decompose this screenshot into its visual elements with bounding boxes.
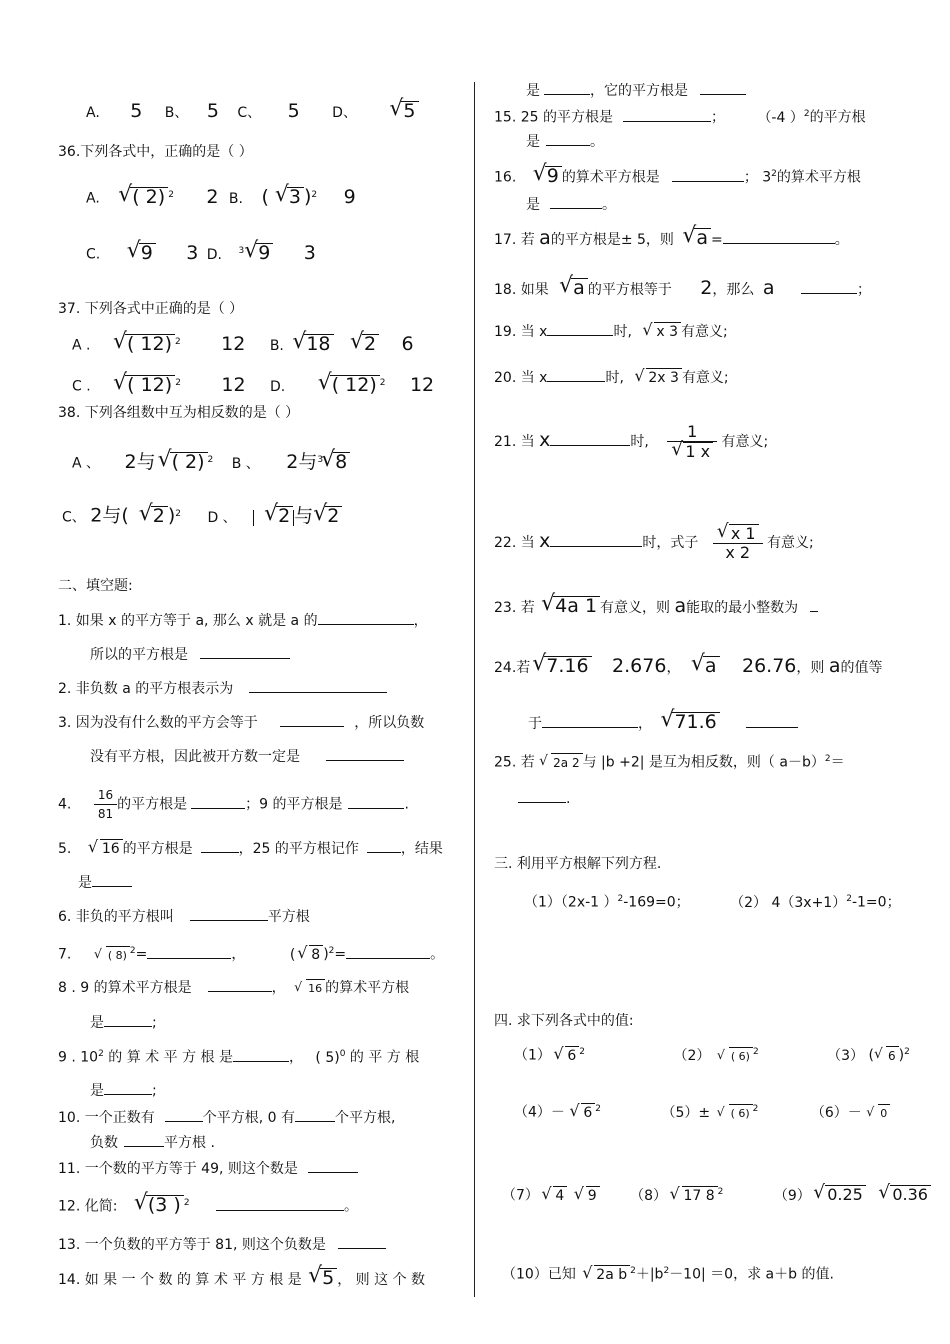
fill-4-blank1[interactable]: [191, 794, 245, 809]
fill-21-var: x: [539, 429, 551, 451]
q35-options: [86, 101, 419, 122]
q37-row2: C . √ ( 12) $^2$ 12 D. √ ( 12) $^2$ 12: [72, 374, 434, 396]
q38-b-label: B 、: [231, 455, 260, 472]
fill-17-end: 。: [834, 232, 849, 248]
eval-3-label: （3）: [827, 1047, 865, 1064]
eval-2-expr: √ ( 6): [729, 1047, 753, 1066]
q38-c-text: 2与(: [90, 504, 129, 527]
q37-c-result: 12: [221, 373, 246, 396]
eval-row1: （1） √ 6 $^2$ （2） √ ( 6) $^2$ （3） (√ 6 )$^2$: [514, 1043, 910, 1066]
fill-21-text3: 有意义;: [721, 434, 769, 450]
fill-4-num: 4.: [58, 796, 72, 813]
q36-b-label: B.: [228, 190, 243, 207]
fill-20-text3: 有意义;: [681, 370, 729, 386]
fill-8-blank1[interactable]: [208, 977, 272, 992]
q37-b-result: 6: [401, 332, 414, 355]
fill-23-sqrt: √ 4a 1: [553, 596, 600, 615]
fill-24-text3: 的值等: [840, 660, 883, 676]
column-divider: [474, 82, 475, 1297]
fill-16b: [526, 194, 616, 214]
fill-9-text: 的 算 术 平 方 根 是: [108, 1049, 233, 1066]
q36-stem: 36.下列各式中，正确的是（ ）: [58, 144, 253, 160]
fill-4-text: 的平方根是: [117, 796, 188, 813]
fill-15b: [526, 131, 604, 151]
fill-9: 9 . $10^2$ 的 算 术 平 方 根 是 ， ( 5)$^0$ 的 平 方 根: [58, 1045, 419, 1067]
fill-1b-blank[interactable]: [200, 644, 290, 659]
fill-23-text: 23. 若: [494, 600, 535, 616]
fill-16b-blank[interactable]: [550, 194, 602, 209]
fill-2-blank[interactable]: [249, 678, 387, 693]
fill-25b: [518, 788, 570, 808]
eval-10-text2: －10| ＝0，求 a＋b 的值.: [669, 1266, 834, 1283]
fill-3-text: 3. 因为没有什么数的平方会等于: [58, 715, 258, 731]
eval-1-label: （1）: [514, 1047, 551, 1064]
fill-24b-blank2[interactable]: [746, 713, 798, 728]
q35-b-value: 5: [206, 100, 219, 122]
fill-4-frac: [94, 786, 117, 823]
fill-17-var: a: [539, 227, 551, 249]
fill-19-text3: 有意义;: [681, 324, 728, 340]
q35-c-label: C、: [237, 105, 262, 121]
fill-22: [494, 524, 814, 562]
q35-a-label: A.: [86, 105, 100, 121]
eval-7-expr-b: √ 9: [586, 1186, 600, 1205]
fill-5: [58, 838, 443, 858]
fill-22-frac: [713, 524, 763, 562]
fill-3: [58, 712, 424, 732]
fill-18-sqrt: √ a: [571, 278, 588, 297]
fill-10: [58, 1107, 395, 1127]
fill-2-text: 2. 非负数 a 的平方根表示为: [58, 681, 234, 697]
fill-14b-blank2[interactable]: [700, 80, 746, 95]
fill-16-text: 的算术平方根是: [561, 169, 660, 186]
fill-1-text: 1. 如果 x 的平方等于 a, 那么 x 就是 a 的: [58, 613, 318, 629]
fill-16b-end: 。: [602, 197, 616, 213]
fill-9-text2: 的 平 方 根: [349, 1049, 420, 1066]
fill-18-text3: ，那么: [712, 282, 755, 298]
fill-5-sqrt: √ 16: [100, 839, 123, 858]
fill-19-blank[interactable]: [547, 321, 613, 336]
fill-24-val2: 26.76: [742, 655, 797, 677]
q36-a-expr: √ ( 2): [130, 187, 168, 206]
q38-row2: C、 2与(√ 2 )$^2$ D 、 √ 2 与√ 2: [62, 505, 342, 527]
fill-25-text2: 与 |b +2| 是互为相反数，则（ a－b）: [582, 754, 825, 771]
fill-5-text2: ，25 的平方根记作: [238, 841, 359, 857]
fill-7-eq1: =: [135, 946, 148, 963]
fill-21-text: 21. 当: [494, 434, 535, 450]
q36-row1: A. √ ( 2) $^2$ 2 B. (√ 3 )$^2$ 9: [86, 186, 356, 208]
fill-7-blank2[interactable]: [346, 944, 430, 959]
q36-b-expr: √ 3: [287, 187, 304, 206]
fill-18-end: ；: [856, 282, 871, 298]
fill-21-blank[interactable]: [550, 431, 630, 446]
fill-10b-text: 负数: [90, 1135, 118, 1151]
fill-5-text3: ，结果: [400, 841, 443, 857]
fill-23-var: a: [674, 595, 687, 617]
fill-4-frac-den: 81: [97, 807, 114, 821]
fill-14b-text: 是: [526, 83, 540, 99]
fill-8: 8 . 9 的算术平方根是 ， √ 16 的算术平方根: [58, 977, 409, 998]
fill-5b-text: 是: [78, 875, 92, 891]
eval-9-expr-a: √ 0.25: [825, 1185, 866, 1204]
fill-15-text: 15. 25 的平方根是: [494, 109, 613, 126]
eval-10-text: ＋|b: [635, 1266, 664, 1283]
q35-d-value: √ 5: [401, 101, 418, 120]
q35-a-value: 5: [130, 100, 143, 122]
eval-9-label: （9）: [773, 1187, 811, 1204]
fill-14b-blank1[interactable]: [544, 80, 590, 95]
eval-10-expr: √ 2a b: [594, 1265, 630, 1284]
fill-20-var: x: [539, 370, 548, 386]
fill-14-text: 14. 如 果 一 个 数 的 算 术 平 方 根 是: [58, 1272, 302, 1288]
fill-9-expr: ( 5): [315, 1049, 340, 1066]
q38-b-text: 2与: [286, 450, 318, 473]
fill-5-blank2[interactable]: [367, 838, 401, 853]
fill-7-expr2: √ 8: [309, 945, 323, 964]
eval-5-label: （5）±: [661, 1104, 711, 1121]
equation-row: （1）（2x-1 ）$^2$-169=0； （2） $4(3x+1)^2-1=0$；: [524, 894, 901, 911]
fill-14-sqrt: √ 5: [320, 1268, 337, 1287]
fill-9b-text: 是: [90, 1083, 104, 1099]
eval-4-expr: √ 6: [581, 1103, 595, 1122]
fill-13-blank[interactable]: [338, 1234, 386, 1249]
fill-3b: [90, 746, 404, 766]
section-equations-title: 三. 利用平方根解下列方程.: [494, 856, 662, 872]
equation-2-tail: -1=0；: [851, 894, 901, 911]
eval-2-label: （2）: [673, 1047, 711, 1064]
fill-6-text: 6. 非负的平方根叫: [58, 909, 174, 925]
fill-17-blank[interactable]: [723, 229, 835, 244]
fill-23-text3: 能取的最小整数为: [686, 600, 799, 616]
fill-18: [494, 278, 871, 299]
fill-7-open: (: [289, 946, 296, 963]
fill-10-blank2[interactable]: [295, 1107, 335, 1122]
q36-c-label: C.: [86, 246, 101, 263]
q36-d-result: 3: [303, 241, 316, 264]
eval-4-label: （4）－: [514, 1104, 565, 1121]
fill-18-text2: 的平方根等于: [587, 282, 672, 298]
q37-c-expr: √ ( 12): [125, 375, 175, 394]
fill-12: 12. 化简: √ (3 ) $^2$ 。: [58, 1194, 358, 1216]
fill-19: [494, 321, 728, 341]
q38-d-label: D 、: [207, 509, 237, 526]
q37-b-expr2: √ 2: [362, 334, 379, 353]
fill-1: 1. 如果 x 的平方等于 a, 那么 x 就是 a 的 ，: [58, 610, 428, 630]
fill-16b-text: 是: [526, 197, 540, 213]
fill-22-text: 22. 当: [494, 535, 535, 551]
fill-13-text: 13. 一个负数的平方等于 81, 则这个负数是: [58, 1237, 326, 1253]
eval-row2: （4）－ √ 6 $^2$ （5）± √ ( 6) $^2$ （6）－ √ 0: [514, 1100, 890, 1123]
fill-3-tail: ，所以负数: [354, 715, 425, 731]
q37-a-label: A .: [72, 337, 91, 354]
fill-17-sqrt: √ a: [694, 228, 711, 247]
fill-16-num: 16.: [494, 169, 517, 186]
fill-19-var: x: [539, 324, 548, 340]
fill-8b-blank[interactable]: [104, 1012, 152, 1027]
fill-18-blank[interactable]: [801, 279, 857, 294]
fill-15b-blank[interactable]: [546, 131, 590, 146]
q36-b-result: 9: [343, 185, 356, 208]
fill-16: 16. √ 9 的算术平方根是 ； $3^2$的算术平方根: [494, 165, 861, 187]
fill-10b-blank[interactable]: [124, 1132, 164, 1147]
fill-20-blank[interactable]: [547, 367, 605, 382]
fill-7-expr1: √ ( 8): [106, 946, 130, 965]
eval-10-label: （10）已知: [502, 1266, 576, 1283]
eval-8-label: （8）: [630, 1187, 668, 1204]
section-fill-title: 二、填空题:: [58, 578, 133, 594]
fill-7-blank1[interactable]: [147, 944, 231, 959]
q38-d-expr2: √ 2: [325, 506, 342, 525]
fill-19-sqrt: √ x 3: [654, 322, 681, 341]
section-evaluate-title: 四. 求下列各式中的值:: [494, 1013, 634, 1029]
fill-8-text2: 的算术平方根: [325, 980, 410, 996]
q38-b-expr: √ 8: [333, 452, 350, 471]
fill-3b-text: 没有平方根，因此被开方数一定是: [90, 749, 300, 765]
fill-25b-end: .: [566, 791, 571, 807]
q38-a-text: 2与: [124, 450, 156, 473]
q37-stem: 37. 下列各式中正确的是（ ）: [58, 301, 244, 317]
fill-24b: 于 ， √ 71.6: [528, 712, 798, 733]
fill-20-sqrt: √ 2x 3: [646, 368, 682, 387]
fill-10-text2: 个平方根, 0 有: [202, 1110, 295, 1126]
fill-14: [58, 1268, 425, 1289]
fill-23: [494, 596, 818, 617]
fill-3-blank[interactable]: [280, 712, 344, 727]
q38-d-expr1: √ 2: [276, 506, 293, 525]
fill-16-text3: 的算术平方根: [776, 169, 861, 186]
fill-17-text2: 的平方根是± 5，则: [550, 232, 674, 248]
fill-15b-end: 。: [590, 134, 604, 150]
fill-15-sep: ；: [710, 109, 725, 126]
fill-24-sqrt2: √ a: [703, 656, 720, 675]
fill-24b-sqrt: √ 71.6: [672, 712, 719, 731]
fill-25-text: 25. 若: [494, 754, 535, 771]
q38-stem: 38. 下列各组数中互为相反数的是（ ）: [58, 405, 300, 421]
fill-8b: 是 ;: [90, 1012, 157, 1032]
fill-19-text: 19. 当: [494, 324, 535, 340]
q36-a-label: A.: [86, 190, 100, 207]
fill-10-text3: 个平方根,: [334, 1110, 396, 1126]
fill-8-text: 8 . 9 的算术平方根是: [58, 980, 192, 996]
fill-22-var: x: [539, 530, 551, 552]
fill-7: 7. √ ( 8) $^2$= ， (√ 8 )$^2$= 。: [58, 942, 444, 965]
fill-6: [58, 906, 310, 926]
fill-7-eq2: =: [334, 946, 347, 963]
fill-21-frac: [667, 423, 717, 461]
fill-21: [494, 423, 768, 461]
fill-4-text2: ；9 的平方根是: [245, 796, 343, 813]
fill-25: 25. 若 √ 2a 2 与 |b +2| 是互为相反数，则（ a－b）$^2$＝: [494, 750, 845, 772]
q37-d-expr: √ ( 12): [330, 375, 380, 394]
fill-9-num: 9 . 10: [58, 1049, 99, 1066]
fill-4-frac-num: 16: [94, 786, 117, 805]
fill-6-text2: 平方根: [267, 909, 310, 925]
fill-11-blank[interactable]: [308, 1158, 358, 1173]
fill-21-frac-num: 1: [667, 423, 717, 442]
q37-row1: A . √ ( 12) $^2$ 12 B. √ 18 √ 2 6: [72, 333, 414, 355]
fill-1b-text: 所以的平方根是: [90, 647, 188, 663]
fill-15-text2: 的平方根: [809, 109, 866, 126]
q35-b-label: B、: [164, 105, 189, 121]
fill-15-expr: （-4 ）: [757, 109, 804, 126]
q37-d-result: 12: [409, 373, 435, 396]
equation-2: （2） 4（3x+1）: [730, 894, 847, 911]
eval-6-expr: √ 0: [878, 1104, 890, 1123]
eval-3-expr: √ 6: [886, 1046, 899, 1065]
fill-21-frac-den: √ 1 x: [683, 442, 713, 461]
equation-1-tail: -169=0；: [623, 894, 690, 911]
q38-c-label: C、: [62, 509, 86, 526]
fill-17-text: 17. 若: [494, 232, 535, 248]
fill-24-text2: ，则: [796, 660, 825, 676]
q36-d-expr: √ 9: [256, 243, 273, 262]
fill-10-blank1[interactable]: [165, 1107, 203, 1122]
fill-22-blank[interactable]: [550, 532, 642, 547]
q37-d-label: D.: [270, 378, 286, 395]
fill-11-text: 11. 一个数的平方等于 49, 则这个数是: [58, 1161, 298, 1177]
q36-c-expr: √ 9: [139, 243, 156, 262]
fill-15b-text: 是: [526, 134, 540, 150]
fill-10b: [90, 1132, 215, 1152]
eval-7-label: （7）: [502, 1187, 539, 1204]
fill-24b-text: 于: [528, 716, 542, 732]
fill-25-eq: ＝: [830, 754, 845, 771]
fill-14b: [526, 80, 746, 100]
fill-5-blank1[interactable]: [201, 838, 239, 853]
fill-9-blank[interactable]: [233, 1047, 289, 1062]
fill-12-blank[interactable]: [216, 1196, 344, 1211]
fill-1-blank[interactable]: [318, 610, 414, 625]
q36-c-result: 3: [186, 241, 199, 264]
fill-7-close: ): [323, 946, 329, 963]
fill-17-eq: =: [711, 232, 723, 248]
fill-24b-blank1[interactable]: [542, 713, 638, 728]
fill-18-val: 2: [700, 277, 713, 299]
fill-16-sqrt: √ 9: [545, 166, 562, 185]
q38-row1: A 、 2与√ ( 2) $^2$ B 、 2与$^3$√ 8: [72, 451, 350, 473]
fill-16-blank1[interactable]: [672, 167, 744, 182]
fill-5-text: 的平方根是: [122, 841, 193, 857]
fill-18-text: 18. 如果: [494, 282, 549, 298]
q37-a-expr: √ ( 12): [125, 334, 175, 353]
fill-15: 15. 25 的平方根是 ； （-4 ）$^2$的平方根: [494, 105, 866, 127]
q36-a-result: 2: [206, 185, 219, 208]
fill-22-text3: 有意义;: [767, 535, 814, 551]
fill-24-sqrt1: √ 7.16: [544, 656, 591, 675]
fill-7-num: 7.: [58, 946, 72, 963]
fill-24-val1: 2.676: [612, 655, 667, 677]
fill-18-var: a: [762, 277, 775, 299]
fill-12-text: 12. 化简:: [58, 1198, 118, 1215]
q38-a-label: A 、: [72, 455, 101, 472]
fill-6-blank[interactable]: [190, 906, 268, 921]
q37-b-label: B.: [269, 337, 284, 354]
eval-6-label: （6）－: [810, 1104, 862, 1121]
fill-14b-text2: ，它的平方根是: [590, 83, 688, 99]
fill-25-sqrt: √ 2a 2: [551, 753, 582, 772]
fill-20-text2: 时,: [605, 370, 624, 386]
eval-row3: （7） √ 4 √ 9 （8） √ 17 8 $^2$ （9） √ 0.25 √ 0.36: [502, 1183, 931, 1205]
fill-1b: [90, 644, 290, 664]
eval-row4: （10）已知 √ 2a b $^2+|b^2-10| =0$，求 a＋b 的值.: [502, 1262, 834, 1284]
fill-10b-text2: 平方根 .: [164, 1135, 215, 1151]
eval-7-expr-a: √ 4: [553, 1186, 567, 1205]
fill-2: [58, 678, 387, 698]
q35-d-label: D、: [332, 105, 357, 121]
fill-24-text: 24.若: [494, 660, 531, 676]
equation-1: （1）（2x-1 ）: [524, 894, 618, 911]
fill-9b: 是 ;: [90, 1080, 157, 1100]
fill-24-var: a: [828, 655, 841, 677]
fill-23-blank[interactable]: [810, 597, 818, 612]
fill-11: [58, 1158, 358, 1178]
fill-24: 24.若√ 7.16 2.676， √ a 26.76，则 a的值等: [494, 656, 883, 677]
fill-20: [494, 367, 729, 387]
q36-d-label: D.: [206, 246, 223, 263]
q38-c-expr: √ 2: [151, 506, 168, 525]
q37-b-expr1: √ 18: [304, 334, 333, 353]
fill-5b: [78, 872, 132, 892]
fill-3b-blank[interactable]: [326, 746, 404, 761]
eval-1-expr: √ 6: [565, 1046, 579, 1065]
fill-19-text2: 时,: [613, 324, 632, 340]
fill-17: [494, 228, 849, 249]
fill-20-text: 20. 当: [494, 370, 535, 386]
q38-a-expr: √ ( 2): [170, 452, 208, 471]
fill-8b-text: 是: [90, 1015, 104, 1031]
fill-14-text2: ， 则 这 个 数: [337, 1272, 426, 1288]
fill-22-frac-num: √ x 1: [729, 524, 759, 543]
fill-5-num: 5.: [58, 841, 72, 857]
q36-row2: C. √ 9 3 D. $^3$√ 9 3: [86, 242, 316, 264]
eval-5-expr: √ ( 6): [729, 1104, 753, 1123]
fill-8-sqrt: √ 16: [306, 979, 325, 998]
fill-22-frac-den: x 2: [725, 543, 751, 562]
fill-25b-blank[interactable]: [518, 788, 566, 803]
fill-4-blank2[interactable]: [348, 794, 404, 809]
q37-a-result: 12: [221, 332, 246, 355]
fill-22-text2: 时，式子: [642, 535, 699, 551]
fill-10-text: 10. 一个正数有: [58, 1110, 155, 1126]
q35-c-value: 5: [287, 100, 300, 122]
fill-4: 4. $\frac{16}{81}$ 的平方根是 ；9 的平方根是 .: [58, 788, 409, 821]
eval-8-expr: √ 17 8: [682, 1186, 718, 1205]
fill-16-text2: ； 3: [743, 169, 772, 186]
fill-15-blank1[interactable]: [623, 107, 711, 122]
fill-23-text2: 有意义，则: [600, 600, 671, 616]
fill-12-expr: √ (3 ): [146, 1195, 184, 1214]
fill-9b-blank[interactable]: [104, 1080, 152, 1095]
fill-5b-blank[interactable]: [92, 872, 132, 887]
fill-13: [58, 1234, 386, 1254]
q38-d-mid: 与: [294, 504, 314, 527]
eval-9-expr-b: √ 0.36: [890, 1185, 931, 1204]
fill-21-text2: 时,: [630, 434, 649, 450]
q37-c-label: C .: [72, 378, 91, 395]
